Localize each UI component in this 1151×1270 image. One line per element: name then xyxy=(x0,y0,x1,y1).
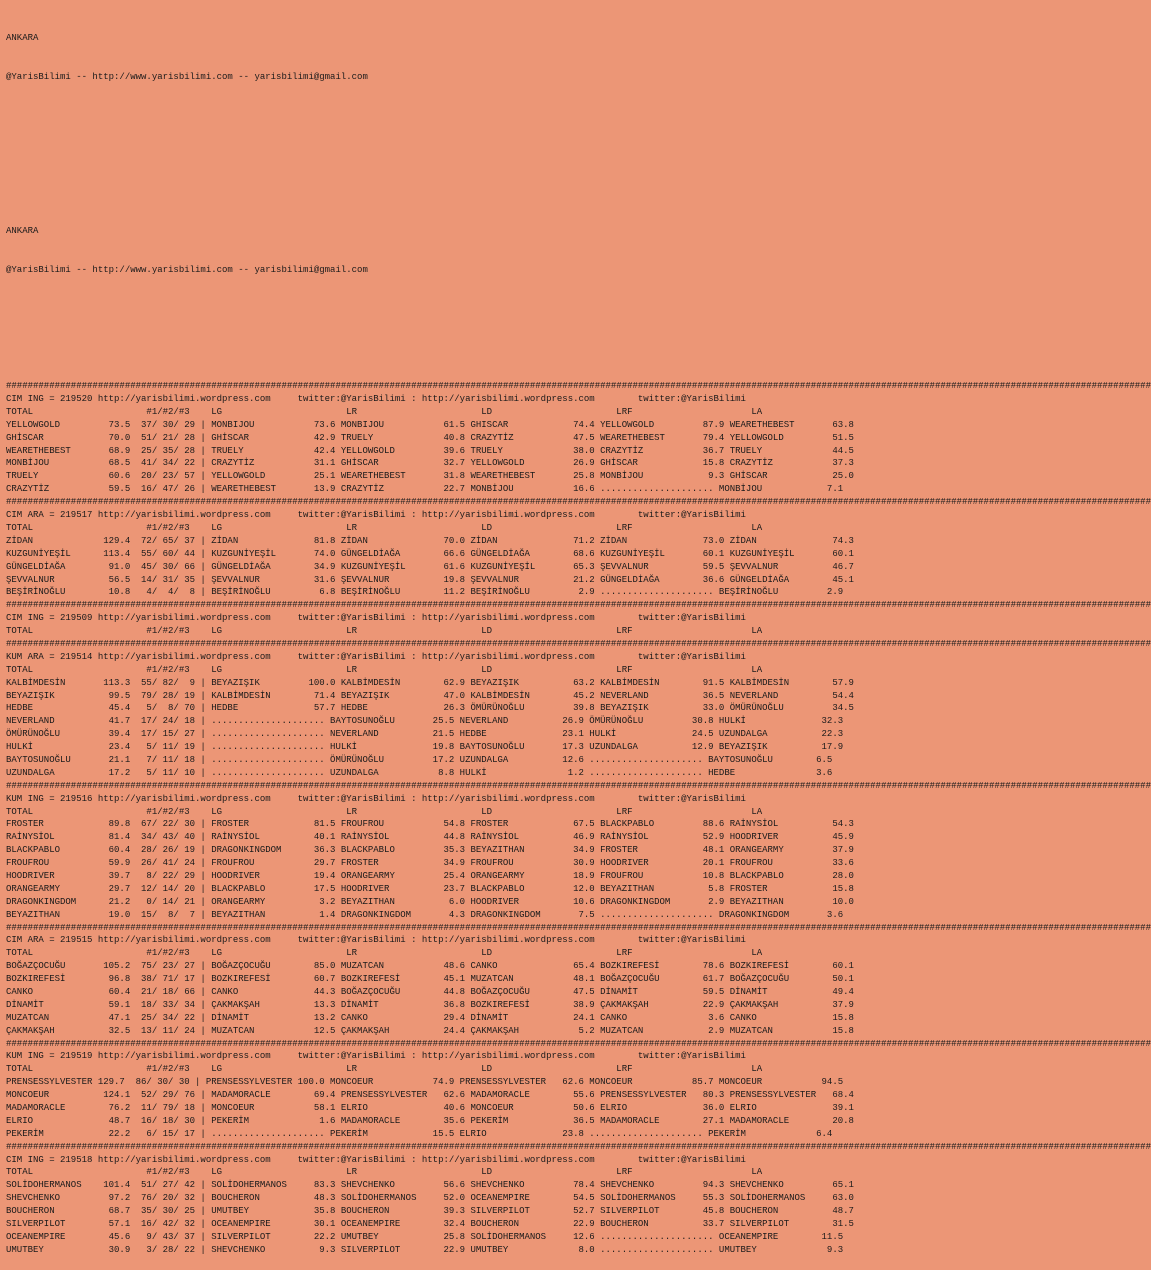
section-separator: #################################################################################################################################################################################################################### xyxy=(6,381,1151,392)
header-city: ANKARA xyxy=(6,226,39,237)
section-separator: #################################################################################################################################################################################################################### xyxy=(6,922,1151,933)
table-row: KUZGUNİYEŞİL 113.4 55/ 60/ 44 | KUZGUNİYEŞİL 74.0 GÜNGELDİAĞA 66.6 GÜNGELDİAĞA 68.6 KUZGUNİYEŞİL 60.1 KUZGUNİYEŞİL 60.1 xyxy=(6,548,854,559)
table-row: MUZATCAN 47.1 25/ 34/ 22 | DİNAMİT 13.2 CANKO 29.4 DİNAMİT 24.1 CANKO 3.6 CANKO 15.8 xyxy=(6,1012,854,1023)
table-row: ELRIO 48.7 16/ 18/ 30 | PEKERİM 1.6 MADAMORACLE 35.6 PEKERİM 36.5 MADAMORACLE 27.1 MADAMORACLE 20.8 xyxy=(6,1115,854,1126)
table-row: DRAGONKINGDOM 21.2 0/ 14/ 21 | ORANGEARMY 3.2 BEYAZITHAN 6.0 HOODRIVER 10.6 DRAGONKINGDOM 2.9 BEYAZITHAN 10.0 xyxy=(6,896,854,907)
column-header: TOTAL #1/#2/#3 LG LR LD LRF LA xyxy=(6,522,763,533)
table-row: CRAZYTİZ 59.5 16/ 47/ 26 | WEARETHEBEST 13.9 CRAZYTİZ 22.7 MONBİJOU 16.6 ..................... MONBİJOU 7.1 xyxy=(6,484,844,495)
table-row: FROSTER 89.8 67/ 22/ 30 | FROSTER 81.5 FROUFROU 54.8 FROSTER 67.5 BLACKPABLO 88.6 RAİNYSİOL 54.3 xyxy=(6,819,854,830)
table-row: FROUFROU 59.9 26/ 41/ 24 | FROUFROU 29.7 FROSTER 34.9 FROUFROU 30.9 HOODRIVER 20.1 FROUFROU 33.6 xyxy=(6,858,854,869)
table-row: HEDBE 45.4 5/ 8/ 70 | HEDBE 57.7 HEDBE 26.3 ÖMÜRÜNOĞLU 39.8 BEYAZIŞIK 33.0 ÖMÜRÜNOĞLU 34.5 xyxy=(6,703,854,714)
table-row: BAYTOSUNOĞLU 21.1 7/ 11/ 18 | ..................... ÖMÜRÜNOĞLU 17.2 UZUNDALGA 12.6 ..................... BAYTOSUNOĞLU 6.5 xyxy=(6,754,833,765)
table-row: PRENSESSYLVESTER 129.7 86/ 30/ 30 | PRENSESSYLVESTER 100.0 MONCOEUR 74.9 PRENSESSYLVESTER 62.6 MONCOEUR 85.7 MONCOEUR 94.5 xyxy=(6,1077,844,1088)
table-row: ORANGEARMY 29.7 12/ 14/ 20 | BLACKPABLO 17.5 HOODRIVER 23.7 BLACKPABLO 12.0 BEYAZITHAN 5.8 FROSTER 15.8 xyxy=(6,883,854,894)
table-row: PEKERİM 22.2 6/ 15/ 17 | ..................... PEKERİM 15.5 ELRIO 23.8 ..................... PEKERİM 6.4 xyxy=(6,1128,833,1139)
table-row: TRUELY 60.6 20/ 23/ 57 | YELLOWGOLD 25.1 WEARETHEBEST 31.8 WEARETHEBEST 25.8 MONBİJOU 9.3 GHİSCAR 25.0 xyxy=(6,471,854,482)
table-row: KALBİMDESİN 113.3 55/ 82/ 9 | BEYAZIŞIK 100.0 KALBİMDESİN 62.9 BEYAZIŞIK 63.2 KALBİMDESİN 91.5 KALBİMDESİN 57.9 xyxy=(6,677,854,688)
blank-line xyxy=(6,187,1151,200)
table-row: ÇAKMAKŞAH 32.5 13/ 11/ 24 | MUZATCAN 12.5 ÇAKMAKŞAH 24.4 ÇAKMAKŞAH 5.2 MUZATCAN 2.9 MUZATCAN 15.8 xyxy=(6,1025,854,1036)
header-city: ANKARA xyxy=(6,32,39,43)
column-header: TOTAL #1/#2/#3 LG LR LD LRF LA xyxy=(6,664,763,675)
table-row: BOĞAZÇOCUĞU 105.2 75/ 23/ 27 | BOĞAZÇOCUĞU 85.0 MUZATCAN 48.6 CANKO 65.4 BOZKIREFESİ 78.6 BOZKIREFESİ 60.1 xyxy=(6,961,854,972)
column-header: TOTAL #1/#2/#3 LG LR LD LRF LA xyxy=(6,806,763,817)
table-row: DİNAMİT 59.1 18/ 33/ 34 | ÇAKMAKŞAH 13.3 DİNAMİT 36.8 BOZKIREFESİ 38.9 ÇAKMAKŞAH 22.9 ÇAKMAKŞAH 37.9 xyxy=(6,999,854,1010)
table-row: UMUTBEY 30.9 3/ 28/ 22 | SHEVCHENKO 9.3 SILVERPILOT 22.9 UMUTBEY 8.0 ..................... UMUTBEY 9.3 xyxy=(6,1244,844,1255)
race-title: KUM ARA = 219514 http://yarisbilimi.wordpress.com twitter:@YarisBilimi : http://yarisbilimi.wordpress.com twitter:@YarisBilimi xyxy=(6,651,746,662)
table-row: MADAMORACLE 76.2 11/ 79/ 18 | MONCOEUR 58.1 ELRIO 40.6 MONCOEUR 50.6 ELRIO 36.0 ELRIO 39.1 xyxy=(6,1103,854,1114)
column-header: TOTAL #1/#2/#3 LG LR LD LRF LA xyxy=(6,626,763,637)
table-row: ZİDAN 129.4 72/ 65/ 37 | ZİDAN 81.8 ZİDAN 70.0 ZİDAN 71.2 ZİDAN 73.0 ZİDAN 74.3 xyxy=(6,535,854,546)
column-header: TOTAL #1/#2/#3 LG LR LD LRF LA xyxy=(6,1167,763,1178)
race-title: CIM ARA = 219517 http://yarisbilimi.wordpress.com twitter:@YarisBilimi : http://yarisbilimi.wordpress.com twitter:@YarisBilimi xyxy=(6,510,746,521)
table-row: BEYAZIŞIK 99.5 79/ 28/ 19 | KALBİMDESİN 71.4 BEYAZIŞIK 47.0 KALBİMDESİN 45.2 NEVERLAND 36.5 NEVERLAND 54.4 xyxy=(6,690,854,701)
section-separator: #################################################################################################################################################################################################################### xyxy=(6,780,1151,791)
table-row: YELLOWGOLD 73.5 37/ 30/ 29 | MONBIJOU 73.6 MONBIJOU 61.5 GHISCAR 74.4 YELLOWGOLD 87.9 WEARETHEBEST 63.8 xyxy=(6,419,854,430)
table-row: BLACKPABLO 60.4 28/ 26/ 19 | DRAGONKINGDOM 36.3 BLACKPABLO 35.3 BEYAZITHAN 34.9 FROSTER 48.1 ORANGEARMY 37.9 xyxy=(6,845,854,856)
table-row: RAİNYSİOL 81.4 34/ 43/ 40 | RAİNYSİOL 40.1 RAİNYSİOL 44.8 RAİNYSİOL 46.9 RAİNYSİOL 52.9 HOODRIVER 45.9 xyxy=(6,832,854,843)
header-contact: @YarisBilimi -- http://www.yarisbilimi.com -- yarisbilimi@gmail.com xyxy=(6,71,368,82)
table-row: ŞEVVALNUR 56.5 14/ 31/ 35 | ŞEVVALNUR 31.6 ŞEVVALNUR 19.8 ŞEVVALNUR 21.2 GÜNGELDİAĞA 36.6 GÜNGELDİAĞA 45.1 xyxy=(6,574,854,585)
column-header: TOTAL #1/#2/#3 LG LR LD LRF LA xyxy=(6,948,763,959)
blank-line xyxy=(6,341,1151,354)
blank-line xyxy=(6,109,1151,122)
table-row: ÖMÜRÜNOĞLU 39.4 17/ 15/ 27 | ..................... NEVERLAND 21.5 HEDBE 23.1 HULKİ 24.5 UZUNDALGA 22.3 xyxy=(6,729,844,740)
table-row: BOZKIREFESİ 96.8 38/ 71/ 17 | BOZKIREFESİ 60.7 BOZKIREFESİ 45.1 MUZATCAN 48.1 BOĞAZÇOCUĞU 61.7 BOĞAZÇOCUĞU 50.1 xyxy=(6,974,854,985)
table-row: UZUNDALGA 17.2 5/ 11/ 10 | ..................... UZUNDALGA 8.8 HULKİ 1.2 ..................... HEDBE 3.6 xyxy=(6,767,833,778)
section-separator: #################################################################################################################################################################################################################### xyxy=(6,1141,1151,1152)
race-title: CIM ING = 219518 http://yarisbilimi.wordpress.com twitter:@YarisBilimi : http://yarisbilimi.wordpress.com twitter:@YarisBilimi xyxy=(6,1154,746,1165)
table-row: CANKO 60.4 21/ 18/ 66 | CANKO 44.3 BOĞAZÇOCUĞU 44.8 BOĞAZÇOCUĞU 47.5 DİNAMİT 59.5 DİNAMİT 49.4 xyxy=(6,987,854,997)
table-row: NEVERLAND 41.7 17/ 24/ 18 | ..................... BAYTOSUNOĞLU 25.5 NEVERLAND 26.9 ÖMÜRÜNOĞLU 30.8 HULKİ 32.3 xyxy=(6,716,844,727)
blank-line xyxy=(6,303,1151,316)
column-header: TOTAL #1/#2/#3 LG LR LD LRF LA xyxy=(6,1064,763,1075)
table-row: MONBİJOU 68.5 41/ 34/ 22 | CRAZYTİZ 31.1 GHİSCAR 32.7 YELLOWGOLD 26.9 GHİSCAR 15.8 CRAZYTİZ 37.3 xyxy=(6,458,854,469)
section-separator: #################################################################################################################################################################################################################### xyxy=(6,600,1151,611)
section-separator: #################################################################################################################################################################################################################### xyxy=(6,638,1151,649)
table-row: BEYAZITHAN 19.0 15/ 8/ 7 | BEYAZITHAN 1.4 DRAGONKINGDOM 4.3 DRAGONKINGDOM 7.5 ..................... DRAGONKINGDOM 3.6 xyxy=(6,909,844,920)
race-title: CIM ARA = 219515 http://yarisbilimi.wordpress.com twitter:@YarisBilimi : http://yarisbilimi.wordpress.com twitter:@YarisBilimi xyxy=(6,935,746,946)
table-row: OCEANEMPIRE 45.6 9/ 43/ 37 | SILVERPILOT 22.2 UMUTBEY 25.8 SOLİDOHERMANOS 12.6 ..................... OCEANEMPIRE 11.5 xyxy=(6,1231,844,1242)
table-row: BOUCHERON 68.7 35/ 30/ 25 | UMUTBEY 35.8 BOUCHERON 39.3 SILVERPILOT 52.7 SILVERPILOT 45.8 BOUCHERON 48.7 xyxy=(6,1206,854,1217)
table-row: BEŞİRİNOĞLU 10.8 4/ 4/ 8 | BEŞİRİNOĞLU 6.8 BEŞİRİNOĞLU 11.2 BEŞİRİNOĞLU 2.9 ..................... BEŞİRİNOĞLU 2.9 xyxy=(6,587,844,598)
table-row: WEARETHEBEST 68.9 25/ 35/ 28 | TRUELY 42.4 YELLOWGOLD 39.6 TRUELY 38.0 CRAZYTİZ 36.7 TRUELY 44.5 xyxy=(6,445,854,456)
column-header: TOTAL #1/#2/#3 LG LR LD LRF LA xyxy=(6,406,763,417)
race-title: KUM ING = 219519 http://yarisbilimi.wordpress.com twitter:@YarisBilimi : http://yarisbilimi.wordpress.com twitter:@YarisBilimi xyxy=(6,1051,746,1062)
race-title: CIM ING = 219520 http://yarisbilimi.wordpress.com twitter:@YarisBilimi : http://yarisbilimi.wordpress.com twitter:@YarisBilimi xyxy=(6,394,746,405)
table-row: MONCOEUR 124.1 52/ 29/ 76 | MADAMORACLE 69.4 PRENSESSYLVESTER 62.6 MADAMORACLE 55.6 PRENSESSYLVESTER 80.3 PRENSESSYLVESTER 68.4 xyxy=(6,1090,854,1101)
table-row: GHİSCAR 70.0 51/ 21/ 28 | GHİSCAR 42.9 TRUELY 40.8 CRAZYTİZ 47.5 WEARETHEBEST 79.4 YELLOWGOLD 51.5 xyxy=(6,432,854,443)
table-row: SILVERPILOT 57.1 16/ 42/ 32 | OCEANEMPIRE 30.1 OCEANEMPIRE 32.4 BOUCHERON 22.9 BOUCHERON 33.7 SILVERPILOT 31.5 xyxy=(6,1219,854,1230)
table-row: GÜNGELDİAĞA 91.0 45/ 30/ 66 | GÜNGELDİAĞA 34.9 KUZGUNİYEŞİL 61.6 KUZGUNİYEŞİL 65.3 ŞEVVALNUR 59.5 ŞEVVALNUR 46.7 xyxy=(6,561,854,572)
report-document xyxy=(6,6,1151,1270)
section-separator: #################################################################################################################################################################################################################### xyxy=(6,1038,1151,1049)
race-title: KUM ING = 219516 http://yarisbilimi.wordpress.com twitter:@YarisBilimi : http://yarisbilimi.wordpress.com twitter:@YarisBilimi xyxy=(6,793,746,804)
table-row: SOLİDOHERMANOS 101.4 51/ 27/ 42 | SOLİDOHERMANOS 83.3 SHEVCHENKO 56.6 SHEVCHENKO 78.4 SHEVCHENKO 94.3 SHEVCHENKO 65.1 xyxy=(6,1180,854,1191)
table-row: HULKİ 23.4 5/ 11/ 19 | ..................... HULKİ 19.8 BAYTOSUNOĞLU 17.3 UZUNDALGA 12.9 BEYAZIŞIK 17.9 xyxy=(6,742,844,753)
blank-line xyxy=(6,148,1151,161)
header-contact: @YarisBilimi -- http://www.yarisbilimi.com -- yarisbilimi@gmail.com xyxy=(6,265,368,276)
table-row: HOODRIVER 39.7 8/ 22/ 29 | HOODRIVER 19.4 ORANGEARMY 25.4 ORANGEARMY 18.9 FROUFROU 10.8 BLACKPABLO 28.0 xyxy=(6,870,854,881)
table-row: SHEVCHENKO 97.2 76/ 20/ 32 | BOUCHERON 48.3 SOLİDOHERMANOS 52.0 OCEANEMPIRE 54.5 SOLİDOHERMANOS 55.3 SOLİDOHERMANOS 63.0 xyxy=(6,1193,854,1204)
section-separator: #################################################################################################################################################################################################################### xyxy=(6,497,1151,508)
race-title: CIM ING = 219509 http://yarisbilimi.wordpress.com twitter:@YarisBilimi : http://yarisbilimi.wordpress.com twitter:@YarisBilimi xyxy=(6,613,746,624)
race-sections xyxy=(6,380,1151,1257)
